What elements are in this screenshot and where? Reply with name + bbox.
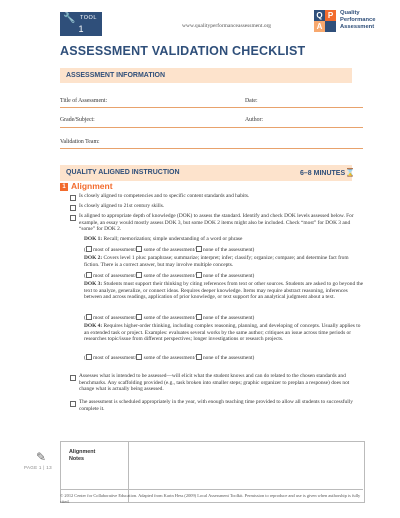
- dok-4-description: [84, 323, 364, 343]
- title-field-label: Title of Assessment:: [60, 98, 108, 104]
- notes-label: [69, 449, 95, 462]
- some-checkbox[interactable]: [136, 246, 142, 252]
- dok-3-description: [84, 281, 364, 301]
- logo-text-line: Assessment: [340, 23, 375, 30]
- field-rule: [60, 107, 363, 108]
- tool-label: TOOL: [80, 15, 97, 21]
- qai-heading: QUALITY ALIGNED INSTRUCTION: [66, 169, 180, 176]
- team-field-label: Validation Team:: [60, 139, 100, 145]
- dok-2-description: [84, 255, 364, 268]
- section-number: 1: [60, 183, 68, 191]
- tool-number: 1: [78, 24, 84, 34]
- logo-letter-a: A: [314, 21, 325, 32]
- none-checkbox[interactable]: [196, 272, 202, 278]
- wrench-icon: 🔧: [63, 13, 76, 24]
- field-rule: [60, 148, 363, 149]
- qpa-logo: [314, 10, 336, 32]
- paren: (: [84, 355, 86, 361]
- checkbox[interactable]: [70, 205, 76, 211]
- dok-label: DOK 2:: [84, 255, 103, 261]
- option-most: most of assessment/: [93, 247, 137, 253]
- some-checkbox[interactable]: [136, 354, 142, 360]
- checklist-item: The assessment is scheduled appropriately in the year, with enough teaching time provided to allow all students to successfully complete it.: [79, 399, 353, 412]
- checkbox[interactable]: [70, 195, 76, 201]
- none-checkbox[interactable]: [196, 246, 202, 252]
- most-checkbox[interactable]: [86, 246, 92, 252]
- footer-rule: [60, 489, 363, 490]
- option-none: none of the assessment): [202, 273, 255, 279]
- most-checkbox[interactable]: [86, 354, 92, 360]
- some-checkbox[interactable]: [136, 272, 142, 278]
- grade-field-label: Grade/Subject:: [60, 117, 95, 123]
- paren: (: [84, 273, 86, 279]
- paren: (: [84, 247, 86, 253]
- none-checkbox[interactable]: [196, 314, 202, 320]
- dok-options-row: [84, 353, 364, 362]
- notes-label-line: Notes: [69, 455, 84, 462]
- checklist-item: Is closely aligned to competencies and to specific content standards and habits.: [79, 193, 250, 199]
- dok-text: Covers level 1 plus: paraphrase; summarize; interpret; infer; classify; organize; compare; and determine fact from fiction. There is a correct answer, but may involve multiple concepts.: [84, 255, 349, 268]
- logo-letter-p: P: [325, 10, 336, 21]
- checkbox[interactable]: [70, 215, 76, 221]
- section-title: Alignment: [71, 181, 113, 191]
- option-most: most of assessment/: [93, 315, 137, 321]
- checklist-item: Assesses what is intended to be assessed—will elicit what the student knows and can do related to the chosen standards and benchmarks. Any scaffolding provided (e.g., task broken into smaller steps; graphic organizer to preplan a response) does not change what is actually being assessed.: [79, 373, 350, 393]
- date-field-label: Date:: [245, 98, 258, 104]
- field-rule: [60, 127, 363, 128]
- some-checkbox[interactable]: [136, 314, 142, 320]
- option-some: some of the assessment/: [143, 315, 196, 321]
- dok-label: DOK 3:: [84, 281, 103, 287]
- dok-options-row: [84, 313, 364, 322]
- pencil-icon: ✎: [36, 450, 47, 464]
- time-estimate: 6–8 MINUTES: [300, 170, 346, 177]
- assessment-info-band: [60, 68, 352, 83]
- logo-text-line: Performance: [340, 16, 376, 23]
- logo-letter-q: Q: [314, 10, 325, 21]
- notes-label-line: Alignment: [69, 449, 96, 455]
- checkbox[interactable]: [70, 401, 76, 407]
- none-checkbox[interactable]: [196, 354, 202, 360]
- option-none: none of the assessment): [202, 355, 255, 361]
- dok-text: Requires higher-order thinking, including complex reasoning, planning, and developing of concepts. Usually applies to an extended task or project. Examples: evaluates several works by the same author; critiques an issue across time periods or researches topic/issue from different perspectives; longer investigations or research projects.: [84, 323, 361, 343]
- option-some: some of the assessment/: [143, 355, 196, 361]
- dok-label: DOK 1:: [84, 236, 103, 242]
- option-none: none of the assessment): [202, 247, 255, 253]
- option-some: some of the assessment/: [143, 247, 196, 253]
- author-field-label: Author:: [245, 117, 264, 123]
- most-checkbox[interactable]: [86, 272, 92, 278]
- tool-badge: [60, 12, 102, 36]
- logo-text-line: Quality: [340, 10, 360, 16]
- logo-text: [340, 10, 375, 30]
- checkbox[interactable]: [70, 375, 76, 381]
- checklist-item: Is closely aligned to 21st century skills.: [79, 203, 165, 209]
- page-number: PAGE 1 | 13: [24, 465, 52, 470]
- assessment-info-heading: ASSESSMENT INFORMATION: [66, 72, 166, 79]
- option-most: most of assessment/: [93, 355, 137, 361]
- dok-label: DOK 4:: [84, 323, 103, 329]
- dok-options-row: [84, 271, 364, 280]
- option-some: some of the assessment/: [143, 273, 196, 279]
- dok-1-description: [84, 236, 364, 243]
- dok-text: Students must support their thinking by citing references from text or other sources. Students are asked to go beyond the text to analyze, generalize, or connect ideas. Requires deeper knowledge. Items may require abstract reasoning, inferences between and across readings, application of prior knowledge, or text support for an analytical judgment about a text.: [84, 281, 364, 301]
- hourglass-icon: ⌛: [345, 168, 355, 177]
- logo-block: [325, 21, 336, 32]
- paren: (: [84, 315, 86, 321]
- dok-text: Recall; memorization; simple understanding of a word or phrase: [103, 236, 243, 242]
- page-title: ASSESSMENT VALIDATION CHECKLIST: [60, 44, 306, 58]
- most-checkbox[interactable]: [86, 314, 92, 320]
- option-none: none of the assessment): [202, 315, 255, 321]
- option-most: most of assessment/: [93, 273, 137, 279]
- site-url[interactable]: www.qualityperformanceassessment.org: [182, 23, 272, 29]
- checklist-item: Is aligned to appropriate depth of knowledge (DOK) to assess the standard. Identify and check DOK levels assessed below. For example, an essay would mostly assess DOK 3, but some DOK 2 items might also be included. Check “most” for DOK 3 and “some” for DOK 2.: [79, 213, 354, 233]
- dok-options-row: [84, 245, 364, 254]
- footer-copyright: © 2012 Center for Collaborative Education. Adapted from Karin Hess (2009) Local Assessment Toolkit. Permission to reproduce and use is given when authorship is fully cited.: [60, 493, 361, 504]
